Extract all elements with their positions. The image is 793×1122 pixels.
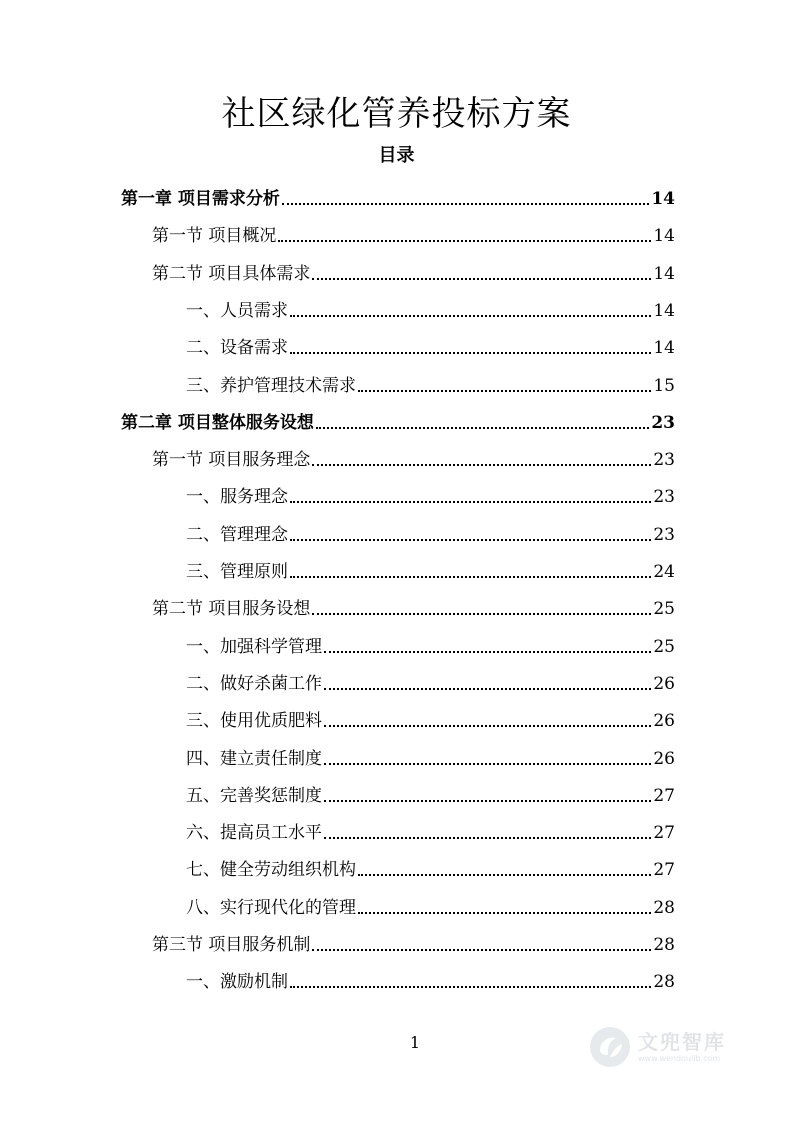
toc-entry-title: 第一章 项目需求分析: [121, 189, 280, 209]
toc-entry-title: 第一节 项目服务理念: [152, 450, 311, 471]
toc-item-row: [186, 329, 675, 359]
toc-entry-title: 一、激励机制: [186, 972, 288, 993]
toc-leader-dots: [282, 203, 649, 205]
toc-entry-page: 23: [653, 524, 675, 545]
toc-entry-title: 三、养护管理技术需求: [186, 375, 356, 396]
toc-entry-title: 三、管理原则: [186, 562, 288, 582]
toc-leader-dots: [312, 464, 651, 466]
toc-item-row: [186, 851, 675, 881]
toc-leader-dots: [312, 949, 651, 951]
toc-item-row: [186, 889, 675, 919]
toc-entry-page: 14: [651, 189, 675, 209]
toc-item-row: [186, 814, 675, 844]
toc-item-row: [186, 963, 675, 993]
toc-entry-page: 23: [653, 450, 675, 471]
toc-entry-title: 第一节 项目概况: [152, 226, 277, 247]
toc-section-row: [152, 441, 675, 471]
toc-entry-page: 27: [653, 785, 675, 806]
toc-entry-title: 六、提高员工水平: [186, 823, 322, 844]
toc-leader-dots: [324, 651, 651, 653]
toc-section-row: [152, 926, 675, 956]
toc-leader-dots: [324, 688, 651, 690]
toc-entry-title: 一、服务理念: [186, 487, 288, 508]
toc-leader-dots: [290, 539, 651, 541]
toc-chapter-row: [121, 404, 675, 434]
toc-item-row: [186, 553, 675, 583]
toc-entry-page: 15: [653, 375, 675, 396]
toc-item-row: [186, 740, 675, 770]
toc-entry-title: 一、人员需求: [186, 300, 288, 321]
toc-entry-title: 一、加强科学管理: [186, 636, 322, 657]
watermark-logo-icon: [588, 1025, 632, 1069]
toc-entry-page: 14: [653, 300, 675, 321]
toc-item-row: [186, 777, 675, 807]
toc-leader-dots: [290, 315, 651, 317]
toc-item-row: [186, 367, 675, 397]
toc-leader-dots: [358, 390, 651, 392]
watermark-domain: www.wendoulib.com: [638, 1054, 721, 1063]
toc-entry-page: 28: [653, 935, 675, 955]
toc-entry-page: 27: [653, 823, 675, 844]
toc-leader-dots: [290, 576, 651, 578]
toc-leader-dots: [290, 501, 651, 503]
toc-entry-title: 第二节 项目服务设想: [152, 599, 311, 620]
toc-section-row: [152, 255, 675, 285]
toc-entry-title: 八、实行现代化的管理: [186, 897, 356, 918]
toc-leader-dots: [324, 725, 651, 727]
toc-entry-page: 25: [653, 599, 675, 620]
toc-entry-page: 25: [653, 636, 675, 657]
toc-section-row: [152, 590, 675, 620]
toc-item-row: [186, 665, 675, 695]
toc-entry-title: 七、健全劳动组织机构: [186, 860, 356, 881]
toc-entry-title: 第二章 项目整体服务设想: [121, 412, 314, 433]
toc-entry-page: 14: [653, 338, 675, 359]
toc-entry-page: 26: [653, 748, 675, 769]
toc-heading: 目录: [378, 145, 415, 166]
toc-entry-page: 14: [653, 263, 675, 284]
toc-entry-page: 24: [653, 562, 675, 582]
toc-entry-page: 26: [653, 711, 675, 732]
toc-entry-page: 23: [653, 487, 675, 508]
toc-section-row: [152, 217, 675, 247]
toc-item-row: [186, 516, 675, 546]
watermark-brand: 文兜智库: [638, 1030, 726, 1054]
toc-entry-page: 28: [653, 972, 675, 993]
toc-entry-page: 26: [653, 673, 675, 694]
toc-entry-title: 二、设备需求: [186, 338, 288, 359]
page-number: 1: [409, 1033, 421, 1052]
toc-leader-dots: [278, 240, 651, 242]
toc-entry-title: 第三节 项目服务机制: [152, 935, 311, 955]
toc-entry-page: 23: [651, 412, 675, 433]
toc-item-row: [186, 478, 675, 508]
toc-leader-dots: [358, 912, 651, 914]
toc-item-row: [186, 628, 675, 658]
toc-entry-title: 三、使用优质肥料: [186, 711, 322, 732]
toc-entry-page: 28: [653, 897, 675, 918]
toc-chapter-row: [121, 180, 675, 210]
toc-entry-title: 第二节 项目具体需求: [152, 263, 311, 284]
toc-leader-dots: [312, 613, 651, 615]
toc-item-row: [186, 702, 675, 732]
toc-leader-dots: [312, 278, 651, 280]
toc-leader-dots: [324, 800, 651, 802]
toc-leader-dots: [290, 352, 651, 354]
toc-entry-page: 27: [653, 860, 675, 881]
toc-entry-page: 14: [653, 226, 675, 247]
toc-leader-dots: [324, 763, 651, 765]
toc-leader-dots: [316, 427, 649, 429]
toc-leader-dots: [290, 986, 651, 988]
toc-item-row: [186, 292, 675, 322]
toc-entry-title: 二、管理理念: [186, 524, 288, 545]
toc-entry-title: 四、建立责任制度: [186, 748, 322, 769]
page-title: 社区绿化管养投标方案: [221, 94, 572, 134]
toc-leader-dots: [358, 874, 651, 876]
toc-leader-dots: [324, 837, 651, 839]
toc-entry-title: 五、完善奖惩制度: [186, 785, 322, 806]
toc-entry-title: 二、做好杀菌工作: [186, 673, 322, 694]
watermark: [588, 1020, 758, 1074]
